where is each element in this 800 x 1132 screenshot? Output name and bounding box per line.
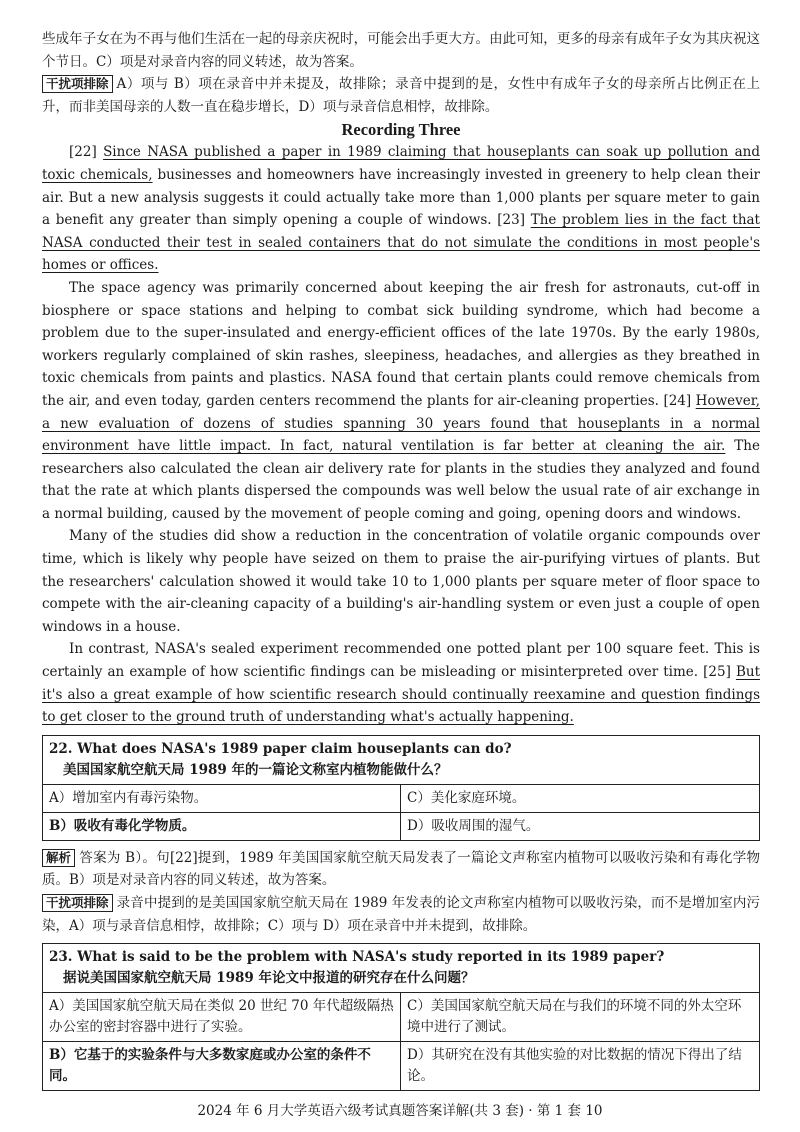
marker-23: [23] <box>497 212 531 229</box>
question-23-table <box>42 943 760 1091</box>
question-23-stem <box>43 944 760 993</box>
underline-22: Since NASA published a paper in 1989 claiming that houseplants can soak up pollution and toxic chemicals, <box>42 144 760 183</box>
q23-option-b: B）它基于的实验条件与大多数家庭或办公室的条件不同。 <box>43 1042 401 1091</box>
question-23-en: 23. What is said to be the problem with NASA's study reported in its 1989 paper? <box>49 949 665 966</box>
analysis-tag: 解析 <box>42 849 75 867</box>
q22-distractor-text: 录音中提到的是美国国家航空航天局在 1989 年发表的论文声称室内植物可以吸收污染，而不是增加室内污染，A）项与录音信息相悖，故排除；C）项与 D）项在录音中并未提到，故排除。 <box>42 895 760 934</box>
distractor-tag: 干扰项排除 <box>42 75 113 93</box>
underline-24: However, a new evaluation of dozens of studies spanning 30 years found that houseplants in a normal environment have little impact. In fact, natural ventilation is far better at cleaning the air. <box>42 392 760 455</box>
q22-option-b: B）吸收有毒化学物质。 <box>43 812 401 840</box>
marker-25: [25] <box>703 664 736 681</box>
q22-analysis-text: 答案为 B）。句[22]提到，1989 年美国国家航空航天局发表了一篇论文声称室内植物可以吸收污染和有毒化学物质。B）项是对录音内容的同义转述，故为答案。 <box>42 849 760 889</box>
paragraph-2 <box>42 277 760 526</box>
question-22-table <box>42 735 760 841</box>
top-paragraph <box>42 28 760 73</box>
top-line1: 些成年子女在为不再与他们生活在一起的母亲庆祝时，可能会出手更大方。由此可知，更多的母亲有成年子女为其庆祝这个节日。C）项是对录音内容的同义转述，故为答案。 <box>42 31 760 70</box>
question-23-zh: 据说美国国家航空航天局 1989 年论文中报道的研究存在什么问题？ <box>63 970 475 987</box>
paragraph-4 <box>42 638 760 728</box>
q23-option-c: C）美国国家航空航天局在与我们的环境不同的外太空环境中进行了测试。 <box>401 993 760 1042</box>
underline-23: The problem lies in the fact that NASA conducted their test in sealed containers that do not simulate the conditions in most people's homes or offices. <box>42 212 760 274</box>
paragraph-3: Many of the studies did show a reduction in the concentration of volatile organic compounds over time, which is likely why people have seized on them to praise the air-purifying virtues of plants. But the researchers' calculation showed it would take 10 to 1,000 plants per square meter of floor space to compete with the air-cleaning capacity of a building's air-handling system or even just a couple of open windows in a house. <box>42 528 760 635</box>
top-distractor-paragraph <box>42 73 760 118</box>
paragraph-2-text-end: The researchers also calculated the clean air delivery rate for plants in the studies they analyzed and found that the rate at which plants dispersed the compounds was well below the usual rate of air exchange in a normal building, caused by the movement of people coming and going, opening doors and windows. <box>42 438 760 522</box>
section-title: Recording Three <box>341 120 461 140</box>
q22-distractor <box>42 892 760 937</box>
q22-option-d: D）吸收周围的湿气。 <box>401 812 760 840</box>
question-22-stem <box>43 735 760 784</box>
marker-22: [22] <box>69 144 104 161</box>
paragraph-1 <box>42 141 760 277</box>
paragraph-2-text: The space agency was primarily concerned about keeping the air fresh for astronauts, cut-off in biosphere or space stations and helping to combat sick building syndrome, which had become a problem due to the super-insulated and energy-efficient offices of the late 1970s. By the early 1980s, workers regularly complained of skin rashes, sleepiness, headaches, and allergies as they breathed in toxic chemicals from paints and plastics. NASA found that certain plants could remove chemicals from the air, and even today, garden centers recommend the plants for air-cleaning properties. <box>42 279 760 409</box>
q22-option-a: A）增加室内有毒污染物。 <box>43 784 401 812</box>
q23-option-d: D）其研究在没有其他实验的对比数据的情况下得出了结论。 <box>401 1042 760 1091</box>
question-22-en: 22. What does NASA's 1989 paper claim houseplants can do? <box>49 740 512 757</box>
top-line2: A）项与 B）项在录音中并未提及，故排除；录音中提到的是，女性中有成年子女的母亲所占比例正在上升，而非美国母亲的人数一直在稳步增长，D）项与录音信息相悖，故排除。 <box>42 76 760 115</box>
page-body <box>42 28 760 1097</box>
paragraph-4-text: In contrast, NASA's sealed experiment recommended one potted plant per 100 square feet. This is certainly an example of how scientific findings can be misleading or misinterpreted over time. <box>42 641 760 681</box>
q22-option-c: C）美化家庭环境。 <box>401 784 760 812</box>
paragraph-1-text: businesses and homeowners have increasingly invested in greenery to help clean their air. But a new analysis suggests it could actually take more than 1,000 plants per square meter to gain a benefit any greater than simply opening a couple of windows. <box>42 166 760 229</box>
marker-24: [24] <box>663 392 696 409</box>
q22-analysis <box>42 847 760 892</box>
page-footer: 2024 年 6 月大学英语六级考试真题答案详解(共 3 套) · 第 1 套 10 <box>197 1103 603 1119</box>
distractor-tag-2: 干扰项排除 <box>42 894 113 912</box>
underline-25: But it's also a great example of how scientific research should continually reexamine and question findings to get closer to the ground truth of understanding what's actually happening. <box>42 664 760 726</box>
q23-option-a: A）美国国家航空航天局在类似 20 世纪 70 年代超级隔热办公室的密封容器中进行了实验。 <box>43 993 401 1042</box>
question-22-zh: 美国国家航空航天局 1989 年的一篇论文称室内植物能做什么？ <box>63 761 448 778</box>
